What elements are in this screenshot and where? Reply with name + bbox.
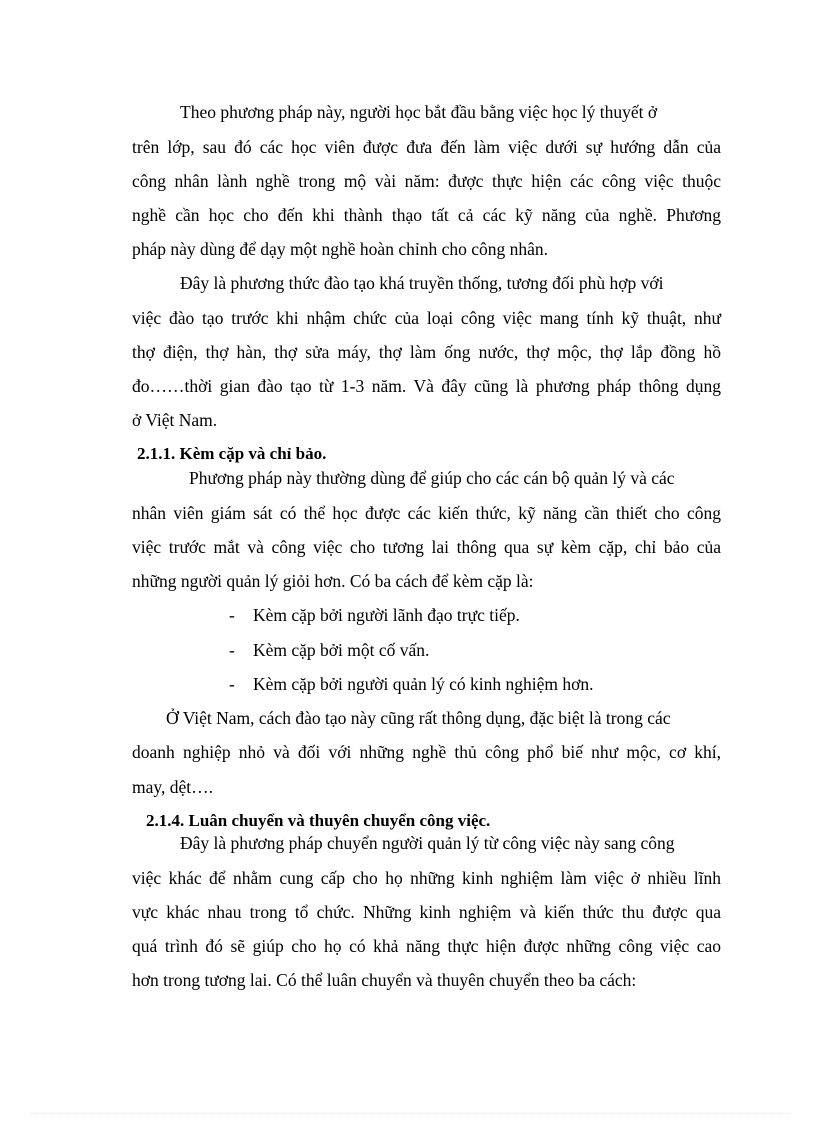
bullet-item: Kèm cặp bởi một cố vấn. — [253, 640, 430, 660]
paragraph-line: hơn trong tương lai. Có thể luân chuyển và thuyên chuyển theo ba cách: — [132, 970, 637, 990]
paragraph-line: pháp này dùng để dạy một nghề hoàn chỉnh cho công nhân. — [132, 239, 549, 259]
section-heading: 2.1.1. Kèm cặp và chỉ bảo. — [137, 444, 327, 463]
paragraph-line: doanh nghiệp nhỏ và đối với những nghề thủ công phổ biế như mộc, cơ khí, — [132, 742, 721, 762]
paragraph-line: việc trước mắt và công việc cho tương lai thông qua sự kèm cặp, chỉ bảo của — [132, 537, 721, 557]
paragraph-line: việc khác để nhằm cung cấp cho họ những kinh nghiệm làm việc ở nhiều lĩnh — [132, 868, 721, 888]
paragraph-line: vực khác nhau trong tổ chức. Những kinh nghiệm và kiến thức thu được qua — [132, 902, 721, 922]
section-heading: 2.1.4. Luân chuyển và thuyên chuyển công việc. — [146, 811, 491, 830]
bullet-marker: - — [229, 674, 235, 694]
paragraph-line: ở Việt Nam. — [132, 410, 218, 430]
paragraph-line: may, dệt…. — [132, 777, 213, 797]
page-bottom-rule — [30, 1113, 790, 1114]
paragraph-line: Theo phương pháp này, người học bắt đầu bằng việc học lý thuyết ở — [180, 102, 658, 122]
paragraph-line: đo……thời gian đào tạo từ 1-3 năm. Và đây cũng là phương pháp thông dụng — [132, 376, 721, 396]
paragraph-line: Đây là phương thức đào tạo khá truyền thống, tương đối phù hợp với — [180, 273, 664, 293]
bullet-marker: - — [229, 605, 235, 625]
paragraph-line: trên lớp, sau đó các học viên được đưa đến làm việc dưới sự hướng dẫn của — [132, 137, 721, 157]
paragraph-line: quá trình đó sẽ giúp cho họ có khả năng thực hiện được những công việc cao — [132, 936, 721, 956]
bullet-marker: - — [229, 640, 235, 660]
paragraph-line: nhân viên giám sát có thể học được các kiến thức, kỹ năng cần thiết cho công — [132, 503, 721, 523]
bullet-item: Kèm cặp bởi người quản lý có kinh nghiệm hơn. — [253, 674, 594, 694]
paragraph-line: thợ điện, thợ hàn, thợ sửa máy, thợ làm ống nước, thợ mộc, thợ lắp đồng hồ — [132, 342, 721, 362]
paragraph-line: công nhân lành nghề trong mộ vài năm: được thực hiện các công việc thuộc — [132, 171, 721, 191]
paragraph-line: việc đào tạo trước khi nhậm chức của loại công việc mang tính kỹ thuật, như — [132, 308, 721, 328]
paragraph-line: Phương pháp này thường dùng để giúp cho các cán bộ quản lý và các — [189, 468, 675, 488]
paragraph-line: Ở Việt Nam, cách đào tạo này cũng rất thông dụng, đặc biệt là trong các — [166, 708, 671, 728]
paragraph-line: những người quản lý giỏi hơn. Có ba cách để kèm cặp là: — [132, 571, 534, 591]
paragraph-line: Đây là phương pháp chuyển người quản lý từ công việc này sang công — [180, 833, 675, 853]
bullet-item: Kèm cặp bởi người lãnh đạo trực tiếp. — [253, 605, 520, 625]
paragraph-line: nghề cần học cho đến khi thành thạo tất cả các kỹ năng của nghề. Phương — [132, 205, 721, 225]
